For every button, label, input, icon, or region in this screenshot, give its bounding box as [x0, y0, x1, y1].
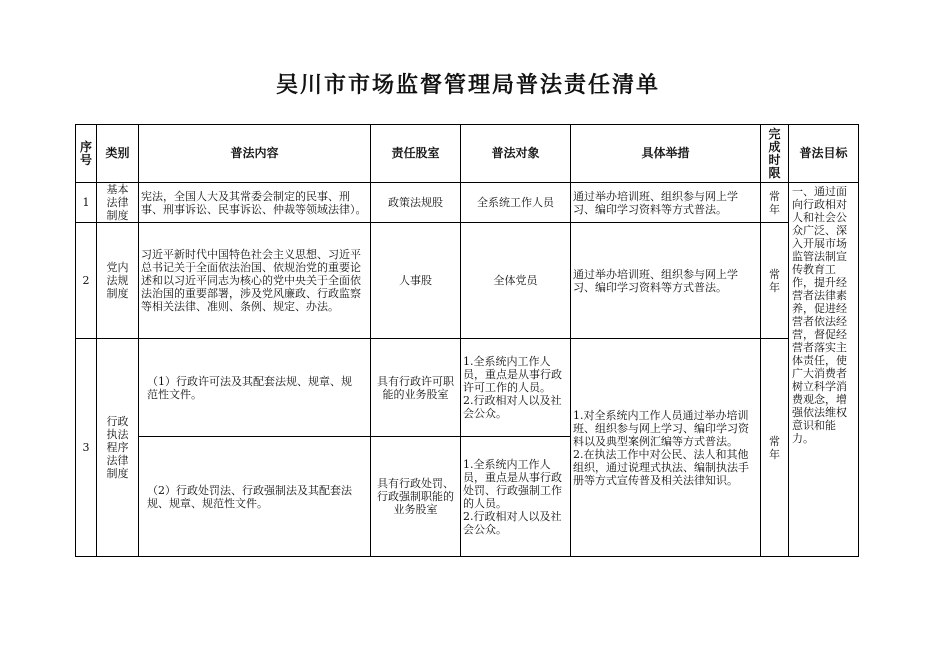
table-row [76, 339, 859, 437]
goal-cell: 一、通过面向行政相对人和社会公众广泛、深入开展市场监管法制宣传教育工作，提升经营者法律素养，促进经营者依法经营，督促经营者落实主体责任，使广大消费者树立科学消费观念，增强依法维权意识和能力。 [789, 183, 859, 557]
header-seq: 序号 [76, 125, 97, 183]
row-content: 习近平新时代中国特色社会主义思想、习近平总书记关于全面依法治国、依规治党的重要论述和以习近平同志为核心的党中央关于全面依法治国的重要部署，涉及党风廉政、行政监察等相关法律、准则、条例、规定、办法。 [139, 223, 371, 339]
header-content: 普法内容 [139, 125, 371, 183]
row-category: 行政执法程序法律制度 [97, 339, 139, 557]
header-row [76, 125, 859, 183]
row-target: 全体党员 [461, 223, 571, 339]
row-dept: 人事股 [371, 223, 461, 339]
header-dept: 责任股室 [371, 125, 461, 183]
row-dept: 具有行政处罚、行政强制职能的业务股室 [371, 437, 461, 557]
row-target: 全系统工作人员 [461, 183, 571, 223]
row-seq: 3 [76, 339, 97, 557]
row-content: 宪法，全国人大及其常委会制定的民事、刑事、刑事诉讼、民事诉讼、仲裁等领域法律）。 [139, 183, 371, 223]
row-seq: 2 [76, 223, 97, 339]
header-deadline: 完成时限 [761, 125, 789, 183]
row-target: 1.全系统内工作人员，重点是从事行政处罚、行政强制工作的人员。 2.行政相对人以及社会公众。 [461, 437, 571, 557]
row-deadline: 常年 [761, 223, 789, 339]
row-deadline: 常年 [761, 183, 789, 223]
header-measures: 具体举措 [571, 125, 761, 183]
table-row [76, 223, 859, 339]
row-measures: 通过举办培训班、组织参与网上学习、编印学习资料等方式普法。 [571, 183, 761, 223]
row-category: 党内法规制度 [97, 223, 139, 339]
header-goal: 普法目标 [789, 125, 859, 183]
row-content: （1）行政许可法及其配套法规、规章、规范性文件。 [139, 339, 371, 437]
row-content: （2）行政处罚法、行政强制法及其配套法规、规章、规范性文件。 [139, 437, 371, 557]
responsibility-table [75, 124, 859, 557]
page-title: 吴川市市场监督管理局普法责任清单 [275, 72, 660, 98]
table-row [76, 183, 859, 223]
row-measures: 通过举办培训班、组织参与网上学习、编印学习资料等方式普法。 [571, 223, 761, 339]
header-target: 普法对象 [461, 125, 571, 183]
row-measures: 1.对全系统内工作人员通过举办培训班、组织参与网上学习、编印学习资料以及典型案例汇编等方式普法。 2.在执法工作中对公民、法人和其他组织，通过说理式执法、编制执法手册等方式宣传普及相关法律知识。 [571, 339, 761, 557]
row-seq: 1 [76, 183, 97, 223]
header-category: 类别 [97, 125, 139, 183]
row-dept: 政策法规股 [371, 183, 461, 223]
row-dept: 具有行政许可职能的业务股室 [371, 339, 461, 437]
row-target: 1.全系统内工作人员，重点是从事行政许可工作的人员。 2.行政相对人以及社会公众。 [461, 339, 571, 437]
row-category: 基本法律制度 [97, 183, 139, 223]
row-deadline: 常年 [761, 339, 789, 557]
